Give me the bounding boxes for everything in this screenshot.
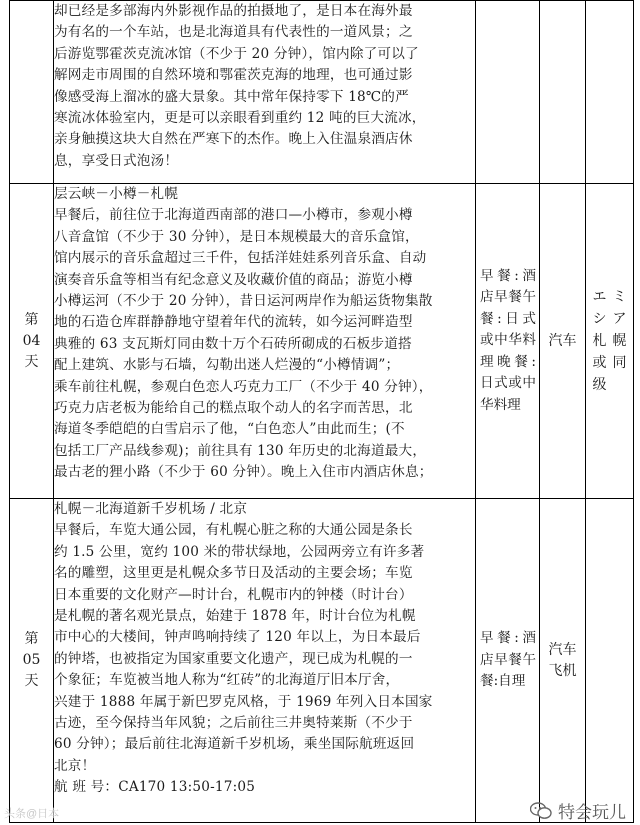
- description-line: 航 班 号：CA170 13:50-17:05: [54, 779, 256, 796]
- hotel-text-char: 札: [592, 333, 607, 349]
- description-line: 早餐后，前往位于北海道西南部的港口—小樽市，参观小樽: [54, 207, 413, 224]
- hotel-text-char: ア: [612, 311, 627, 327]
- description-line: 像感受海上溜冰的盛大景象。其中常年保持零下 18℃的严: [54, 88, 409, 105]
- description-line: 的钟塔，也被指定为国家重要文化遗产，现已成为札幌的一: [54, 650, 413, 667]
- description-line: 寒流冰体验室内，更是可以亲眼看到重约 12 吨的巨大流冰，: [54, 110, 426, 127]
- description-line: 个象征；车览被当地人称为“红砖”的北海道厅旧本厅舍，: [54, 672, 400, 689]
- description-line: 后游览鄂霍茨克流冰馆（不少于 20 分钟），馆内除了可以了: [54, 45, 419, 62]
- description-line: 乘车前往札幌，参观白色恋人巧克力工厂（不少于 40 分钟），: [54, 378, 433, 395]
- description-line: 馆内展示的音乐盒超过三千件，包括洋娃娃系列音乐盒、自动: [54, 250, 427, 267]
- description-line: 日本重要的文化财产—时计台，札幌市内的钟楼（时计台）: [54, 586, 413, 603]
- description-line: 演奏音乐盒等相当有纪念意义及收藏价值的商品；游览小樽: [54, 271, 413, 288]
- description-line: 市中心的大楼间，钟声鸣响持续了 120 年以上，为日本最后: [54, 629, 421, 646]
- description-line: 息，享受日式泡汤！: [54, 152, 179, 169]
- hotel-cell: [586, 1, 634, 184]
- day-label-suffix: 天: [24, 353, 39, 370]
- description-line: 是札幌的著名观光景点，始建于 1878 年，时计台位为札幌: [54, 608, 416, 625]
- hotel-info: [586, 184, 634, 499]
- hotel-text-char: エ: [592, 289, 607, 305]
- description-line: 为有名的一个车站，也是北海道具有代表性的一道风景；之: [54, 24, 413, 41]
- transport-mode: 汽车: [548, 641, 577, 658]
- watermark-brand: [530, 798, 626, 823]
- day-label-number: 04: [22, 332, 41, 349]
- day-label-prefix: 第: [24, 311, 39, 328]
- meal-info: 早餐:酒店早餐午餐:自理: [476, 499, 540, 823]
- description-line: 海道冬季皑皑的白雪启示了他，“白色恋人”由此而生；(不: [54, 421, 405, 438]
- day-label-number: 05: [22, 652, 41, 668]
- itinerary-table: [9, 0, 634, 823]
- description-line: 解网走市周围的自然环境和鄂霍茨克海的地理，也可通过影: [54, 67, 413, 84]
- day-description: [54, 499, 476, 823]
- description-line: 早餐后，车览大通公园，有札幌心脏之称的大通公园是条长: [54, 522, 413, 539]
- meal-info: 早餐:酒店早餐午餐:日式或中华料理晚餐:日式或中华料理: [476, 184, 540, 499]
- hotel-text-char: 同: [612, 355, 627, 371]
- day-label-prefix: 第: [24, 631, 39, 647]
- description-line: 小樽运河（不少于 20 分钟），昔日运河两岸作为船运货物集散: [54, 293, 433, 310]
- description-body: [54, 520, 475, 798]
- hotel-text-char: ミ: [612, 289, 627, 305]
- description-line: 60 分钟）；最后前往北海道新千岁机场，乘坐国际航班返回: [54, 736, 415, 753]
- hotel-text-char: シ: [592, 311, 607, 327]
- description-line: 北京！: [54, 757, 96, 774]
- itinerary-row-day05: [10, 499, 634, 823]
- hotel-text-char: 级: [592, 377, 607, 393]
- description-line: 名的雕塑，这里更是札幌众多节日及活动的主要会场；车览: [54, 565, 413, 582]
- transport-mode: 飞机: [548, 662, 577, 679]
- transport-cell: [540, 1, 586, 184]
- transport-info: [540, 184, 586, 499]
- hotel-text-char: 或: [592, 355, 607, 371]
- day-label-suffix: 天: [24, 673, 39, 689]
- wechat-logo-icon: [530, 802, 552, 820]
- transport-mode: 汽车: [548, 332, 577, 349]
- itinerary-row-day04: [10, 184, 634, 499]
- description-line: 八音盒馆（不少于 30 分钟），是日本规模最大的音乐盒馆，: [54, 228, 419, 245]
- hotel-text-column: [593, 286, 607, 396]
- day-description: [54, 184, 476, 499]
- description-line: 配上建筑、水影与石墙，勾勒出迷人烂漫的“小樽情调”；: [54, 357, 400, 374]
- description-line: 却已经是多部海内外影视作品的拍摄地了，是日本在海外最: [54, 3, 413, 19]
- description-body: [54, 205, 475, 483]
- transport-info: [540, 499, 586, 823]
- day-label: [10, 184, 54, 499]
- route-title: 层云峡－小樽－札幌: [54, 186, 179, 202]
- day-label: [10, 499, 54, 823]
- itinerary-row-continued: [10, 1, 634, 184]
- description-line: 约 1.5 公里，宽约 100 米的带状绿地，公园两旁立有许多著: [54, 543, 425, 560]
- meal-cell: [476, 1, 540, 184]
- day-description: [54, 1, 476, 184]
- description-line: 古迹，至今保持当年风貌；之后前往三井奥特莱斯（不少于: [54, 715, 413, 732]
- hotel-vertical-text: [586, 286, 633, 396]
- description-line: 地的石造仓库群静静地守望着年代的流转，如今运河畔造型: [54, 314, 413, 331]
- hotel-text-char: 幌: [612, 333, 627, 349]
- description-line: 兴建于 1888 年属于新巴罗克风格，于 1969 年列入日本国家: [54, 693, 433, 710]
- description-line: 最古老的狸小路（不少于 60 分钟）。晚上入住市内酒店休息；: [54, 464, 433, 481]
- day-cell: [10, 1, 54, 184]
- route-title: 札幌－北海道新千岁机场 / 北京: [54, 501, 248, 517]
- hotel-cell: [586, 499, 634, 823]
- description-line: 亲身触摸这块大自然在严寒下的杰作。晚上入住温泉酒店休: [54, 131, 413, 148]
- description-line: 包括工厂产品线参观)；前往具有 130 年历史的北海道最大，: [54, 442, 427, 459]
- description-line: 典雅的 63 支瓦斯灯同由数十万个石砖所砌成的石板步道搭: [54, 335, 412, 352]
- description-line: 巧克力店老板为能给自己的糕点取个动人的名字而苦思，北: [54, 400, 413, 417]
- watermark-brand-text: 特会玩儿: [558, 803, 626, 823]
- hotel-text-column: [613, 286, 627, 396]
- watermark-source: 头条@日本: [4, 808, 60, 820]
